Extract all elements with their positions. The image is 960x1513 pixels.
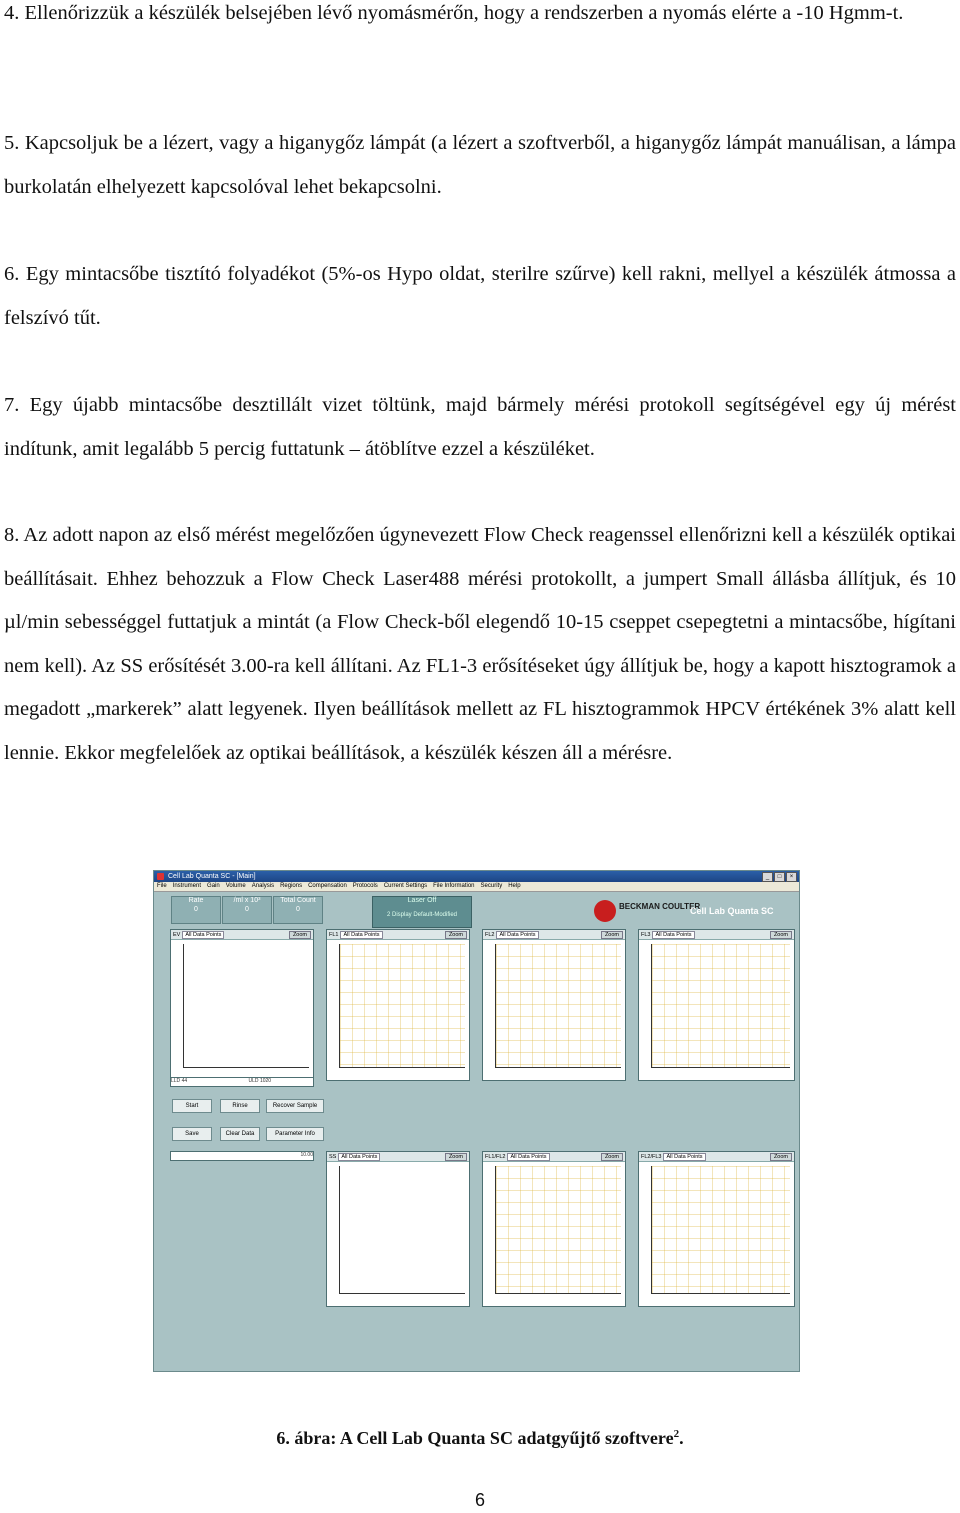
concentration-label: /ml x 10³: [233, 897, 261, 904]
region-select[interactable]: All Data Points: [496, 931, 538, 939]
menu-file-information[interactable]: File Information: [433, 883, 475, 889]
panel-header: [171, 930, 313, 940]
panel-param[interactable]: FL1/FL2: [485, 1153, 506, 1160]
region-select[interactable]: All Data Points: [663, 1153, 705, 1161]
menu-volume[interactable]: Volume: [225, 883, 246, 889]
caption-text: 6. ábra: A Cell Lab Quanta SC adatgyűjtő szoftvere: [276, 1428, 674, 1448]
panel-param[interactable]: FL1: [329, 931, 339, 938]
close-icon[interactable]: ×: [786, 872, 797, 882]
menu-regions[interactable]: Regions: [280, 883, 303, 889]
zoom-button[interactable]: Zoom: [601, 1153, 623, 1161]
menu-analysis[interactable]: Analysis: [251, 883, 275, 889]
menu-instrument[interactable]: Instrument: [172, 883, 202, 889]
figure-caption: [0, 1428, 960, 1449]
zoom-button[interactable]: Zoom: [289, 931, 311, 939]
zoom-button[interactable]: Zoom: [770, 931, 792, 939]
laser-status: Laser Off: [407, 897, 437, 904]
panel-header: [327, 930, 469, 940]
histogram-panel-fl3: [638, 929, 795, 1081]
window-title: Cell Lab Quanta SC - [Main]: [168, 873, 256, 880]
brand-name: BECKMAN COULTER: [619, 902, 701, 911]
lld-value[interactable]: 44: [181, 1078, 188, 1084]
recover-sample-button[interactable]: Recover Sample: [266, 1099, 324, 1113]
menu-compensation[interactable]: Compensation: [308, 883, 347, 889]
paragraph-step-5: 5. Kapcsoljuk be a lézert, vagy a higanygőz lámpát (a lézert a szoftverből, a higanygőz lámpát manuálisan, a lámpa burkolatán elhelyezett kapcsolóval lehet bekapcsolni.: [4, 132, 956, 198]
total-count-value: 0: [296, 906, 300, 913]
dotplot-panel-fl1-fl2: [482, 1151, 626, 1307]
ss-gain-value[interactable]: 10.00: [300, 1152, 313, 1158]
menu-security[interactable]: Security: [480, 883, 503, 889]
region-select[interactable]: All Data Points: [340, 931, 382, 939]
paragraph-step-7: 7. Egy újabb mintacsőbe desztillált vizet töltünk, majd bármely mérési protokoll segítségével egy új mérést indítunk, amit legalább 5 percig futtatunk – átöblítve ezzel a készüléket.: [4, 394, 956, 460]
maximize-icon[interactable]: □: [774, 872, 785, 882]
rate-label: Rate: [188, 897, 204, 904]
region-select[interactable]: All Data Points: [652, 931, 694, 939]
panel-header: [483, 1152, 625, 1162]
threshold-row: [170, 1077, 314, 1087]
clear-data-button[interactable]: Clear Data: [220, 1127, 260, 1141]
histogram-panel-fl2: [482, 929, 626, 1081]
histogram-panel-ss: [326, 1151, 470, 1307]
dotplot-plot: [651, 1166, 790, 1294]
window-title-bar: [154, 871, 799, 882]
menu-gain[interactable]: Gain: [207, 883, 220, 889]
status-bar: [154, 892, 799, 932]
rate-value: 0: [194, 906, 198, 913]
menu-file[interactable]: File: [157, 883, 167, 889]
save-button[interactable]: Save: [172, 1127, 212, 1141]
uld-label: ULD: [248, 1078, 259, 1084]
zoom-button[interactable]: Zoom: [445, 1153, 467, 1161]
histogram-plot: [495, 944, 621, 1068]
minimize-icon[interactable]: _: [762, 872, 773, 882]
histogram-panel-ev: [170, 929, 314, 1081]
total-count-box: [273, 896, 323, 924]
start-button[interactable]: Start: [172, 1099, 212, 1113]
region-select[interactable]: All Data Points: [182, 931, 224, 939]
panel-header: [639, 930, 794, 940]
rinse-button[interactable]: Rinse: [220, 1099, 260, 1113]
caption-end: .: [679, 1428, 684, 1448]
panel-param[interactable]: EV: [173, 931, 181, 938]
window-controls: [762, 872, 797, 882]
panel-param[interactable]: FL2/FL3: [641, 1153, 662, 1160]
paragraph-step-8: 8. Az adott napon az első mérést megelőzően úgynevezett Flow Check reagenssel ellenőrizni kell a készülék optikai beállításait. Ehhez behozzuk a Flow Check Laser488 mérési protokollt, a jumpert Small állásba állítjuk, és 10 µl/min sebességgel futtatjuk a mintát (a Flow Check-ből elegendő 10-15 cseppet csepegtetni a mintacsőbe, hígítani nem kell). Az SS erősítését 3.00-ra kell állítani. Az FL1-3 erősítéseket úgy állítjuk be, hogy a kapott hisztogramok a megadott „markerek” alatt legyenek. Ilyen beállítások mellett az FL hisztogrammok HPCV értékének 3% alatt kell lennie. Ekkor megfelelőek az optikai beállítások, a készülék készen áll a mérésre.: [4, 524, 956, 764]
concentration-box: [222, 896, 272, 924]
software-screenshot-figure: [153, 870, 800, 1372]
panel-param[interactable]: FL2: [485, 931, 495, 938]
menu-help[interactable]: Help: [508, 883, 521, 889]
paragraph-step-4: 4. Ellenőrizzük a készülék belsejében lévő nyomásmérőn, hogy a rendszerben a nyomás elérte a -10 Hgmm-t.: [4, 2, 904, 24]
dotplot-panel-fl2-fl3: [638, 1151, 795, 1307]
app-icon: [157, 873, 164, 880]
histogram-plot: [183, 944, 309, 1068]
region-select[interactable]: All Data Points: [507, 1153, 549, 1161]
parameter-info-button[interactable]: Parameter Info: [266, 1127, 324, 1141]
histogram-plot: [339, 1166, 465, 1294]
product-name: Cell Lab Quanta SC: [690, 906, 774, 916]
panel-param[interactable]: FL3: [641, 931, 651, 938]
zoom-button[interactable]: Zoom: [445, 931, 467, 939]
rate-box: [171, 896, 221, 924]
protocol-name: 2 Display Default-Modified: [386, 912, 458, 918]
lld-label: LLD: [171, 1078, 181, 1084]
panel-header: [639, 1152, 794, 1162]
histogram-panel-fl1: [326, 929, 470, 1081]
menu-current-settings[interactable]: Current Settings: [383, 883, 428, 889]
concentration-value: 0: [245, 906, 249, 913]
menu-bar: [154, 882, 799, 892]
histogram-plot: [339, 944, 465, 1068]
region-select[interactable]: All Data Points: [338, 1153, 380, 1161]
dotplot-plot: [495, 1166, 621, 1294]
caption-reference: 2: [673, 1428, 680, 1440]
page-number: 6: [474, 1490, 485, 1510]
total-count-label: Total Count: [280, 897, 316, 904]
panel-param[interactable]: SS: [329, 1153, 337, 1160]
panel-header: [483, 930, 625, 940]
ss-gain-row: [170, 1151, 314, 1161]
menu-protocols[interactable]: Protocols: [352, 883, 378, 889]
brand-logo: [594, 898, 794, 926]
beckman-logo-icon: [594, 900, 616, 922]
zoom-button[interactable]: Zoom: [601, 931, 623, 939]
laser-status-box: [372, 896, 472, 928]
uld-value[interactable]: 1020: [259, 1078, 272, 1084]
histogram-plot: [651, 944, 790, 1068]
panel-header: [327, 1152, 469, 1162]
paragraph-step-6: 6. Egy mintacsőbe tisztító folyadékot (5%-os Hypo oldat, sterilre szűrve) kell rakni, mellyel a készülék átmossa a felszívó tűt.: [4, 263, 956, 329]
zoom-button[interactable]: Zoom: [770, 1153, 792, 1161]
